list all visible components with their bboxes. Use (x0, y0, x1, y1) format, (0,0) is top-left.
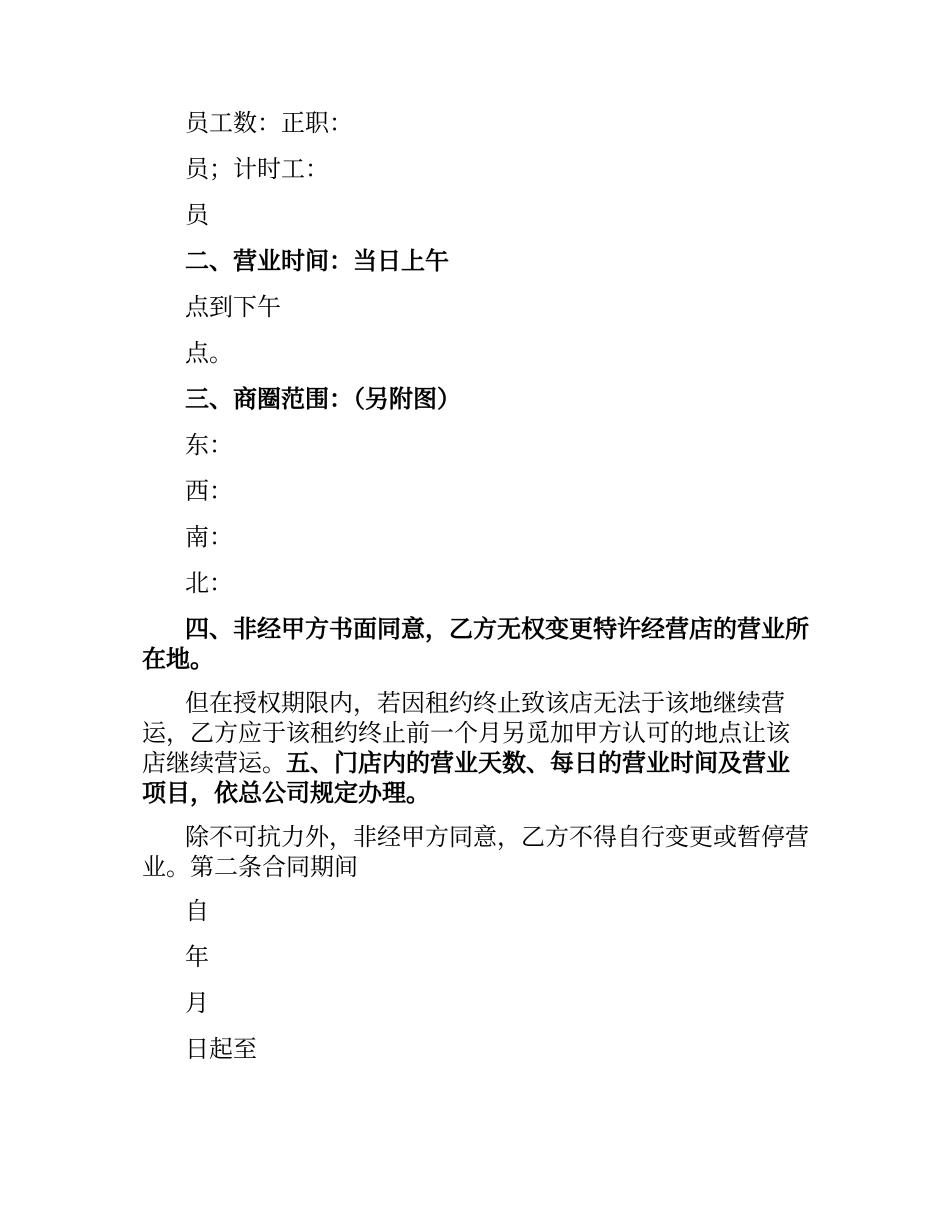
section-heading-location-change: 四、非经甲方书面同意，乙方无权变更特许经营店的营业所在地。 (142, 614, 809, 673)
period-from-line: 自 (185, 897, 209, 925)
section-heading-trade-area: 三、商圈范围：（另附图） (185, 384, 461, 413)
staff-count-line: 员工数：正职： (185, 109, 353, 137)
period-year-line: 年 (185, 943, 209, 971)
period-day-line: 日起至 (185, 1035, 257, 1063)
trade-area-west: 西： (185, 477, 233, 505)
trade-area-north: 北： (185, 569, 233, 597)
document-page (142, 108, 812, 1080)
staff-hourly-line: 员；计时工： (185, 155, 329, 183)
section-heading-business-hours: 二、营业时间：当日上午 (185, 246, 449, 275)
section-heading-store-operations: 五、门店内的营业天数、每日的营业时间及营业项目，依总公司规定办理。 (142, 748, 790, 807)
trade-area-south: 南： (185, 523, 233, 551)
hours-to-line: 点到下午 (185, 293, 281, 321)
lease-termination-text: 但在授权期限内，若因租约终止致该店无法于该地继续营运，乙方应于该租约终止前一个月另觅加甲方认可的地点让该店继续营运。 (142, 689, 790, 777)
trade-area-east: 东： (185, 431, 233, 459)
period-month-line: 月 (185, 989, 209, 1017)
force-majeure-paragraph: 除不可抗力外，非经甲方同意，乙方不得自行变更或暂停营业。第二条合同期间 (142, 823, 809, 881)
staff-unit-line: 员 (185, 201, 209, 229)
lease-termination-paragraph (142, 688, 812, 808)
hours-end-line: 点。 (185, 339, 233, 367)
